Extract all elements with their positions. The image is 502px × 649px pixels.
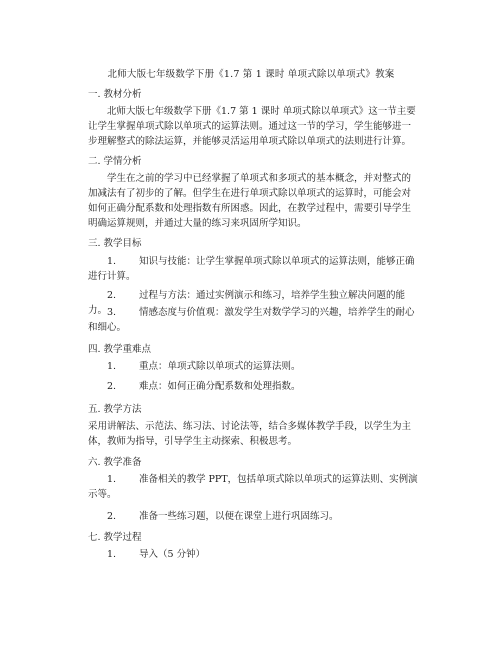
section-heading-student-analysis: 二. 学情分析: [88, 156, 142, 167]
list-item: 3. 情感态度与价值观：激发学生对数学学习的兴趣，培养学生的耐心和细心。: [88, 307, 415, 333]
section-heading-objectives: 三. 教学目标: [88, 238, 142, 249]
section-heading-methods: 五. 教学方法: [88, 404, 142, 415]
section-paragraph-textbook-analysis: 北师大版七年级数学下册《1.7 第 1 课时 单项式除以单项式》这一节主要让学生掌握单项式除以单项式的运算法则。通过这一节的学习，学生能够进一步理解整式的除法运算，并能够灵活运用单项式除以单项式的法则进行计算。: [88, 106, 416, 147]
list-item: 1. 准备相关的教学 PPT，包括单项式除以单项式的运算法则、实例演示等。: [88, 474, 418, 500]
list-item: 2. 难点：如何正确分配系数和处理指数。: [107, 381, 301, 392]
list-item: 1. 知识与技能：让学生掌握单项式除以单项式的运算法则，能够正确进行计算。: [88, 256, 415, 282]
section-paragraph-student-analysis: 学生在之前的学习中已经掌握了单项式和多项式的基本概念，并对整式的加减法有了初步的了解。但学生在进行单项式除以单项式的运算时，可能会对如何正确分配系数和处理指数有所困惑。因此，在教学过程中，需要引导学生明确运算规则，并通过大量的练习来巩固所学知识。: [88, 173, 412, 229]
list-item: 1. 重点：单项式除以单项式的运算法则。: [107, 361, 301, 372]
section-heading-process: 七. 教学过程: [88, 532, 142, 543]
section-heading-preparation: 六. 教学准备: [88, 457, 142, 468]
section-heading-key-points: 四. 教学重难点: [88, 344, 152, 355]
list-item: 1. 导入（5 分钟）: [107, 549, 206, 560]
document-title: 北师大版七年级数学下册《1.7 第 1 课时 单项式除以单项式》教案: [107, 69, 395, 80]
list-item: 2. 过程与方法：通过实例演示和练习，培养学生独立解决问题的能力。: [88, 290, 406, 316]
section-paragraph-methods: 采用讲解法、示范法、练习法、讨论法等，结合多媒体教学手段，以学生为主体，教师为指导，引导学生主动探索、积极思考。: [88, 421, 412, 447]
section-heading-textbook-analysis: 一. 教材分析: [88, 89, 142, 100]
list-item: 2. 准备一些练习题，以便在课堂上进行巩固练习。: [107, 511, 339, 522]
